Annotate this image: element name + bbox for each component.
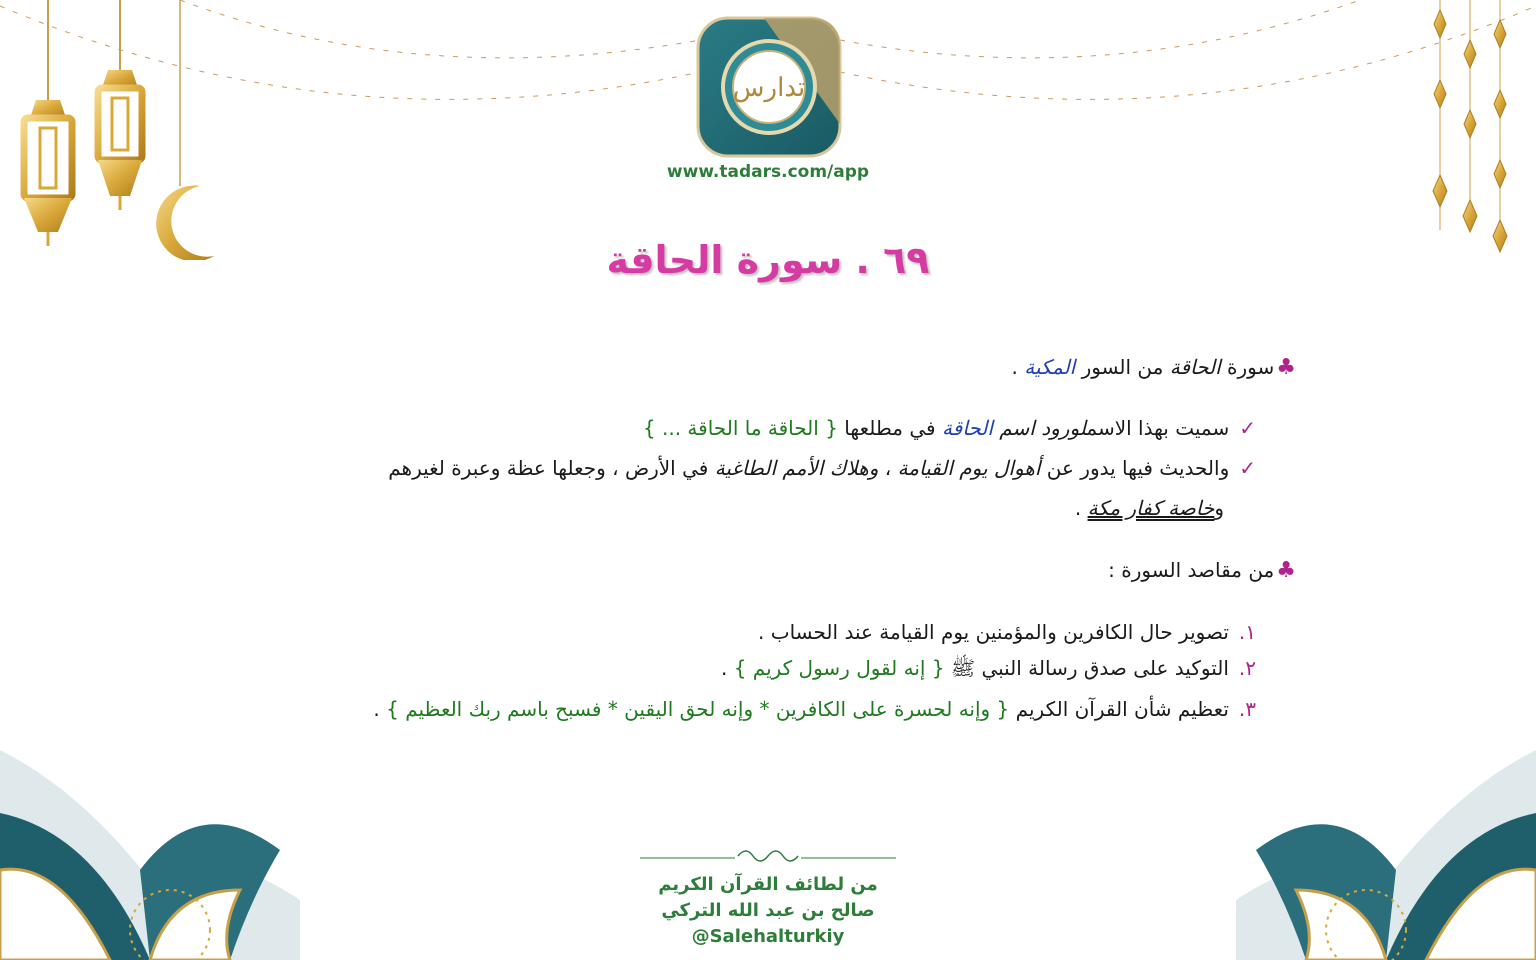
item-number: ٢. bbox=[1238, 656, 1256, 680]
text: . bbox=[720, 656, 734, 680]
text: سورة bbox=[1220, 355, 1275, 379]
tadars-logo bbox=[694, 14, 844, 160]
verse-quote: { وإنه لحسرة على الكافرين * وإنه لحق اليقين * فسبح باسم ربك العظيم } bbox=[386, 697, 1010, 721]
flower-ornament-icon bbox=[1236, 750, 1536, 960]
lantern-icon bbox=[24, 0, 72, 246]
list-item bbox=[373, 695, 1256, 723]
item-number: ٣. bbox=[1238, 697, 1256, 721]
verse-quote: { الحاقة ما الحاقة ... } bbox=[642, 416, 838, 440]
naming-line bbox=[643, 414, 1256, 442]
surah-name: الحاقة bbox=[1169, 355, 1221, 379]
text: سميت بهذا الاسم bbox=[1086, 416, 1230, 440]
site-url[interactable]: www.tadars.com/app bbox=[666, 162, 870, 182]
item-text: تصوير حال الكافرين والمؤمنين يوم القيامة عند الحساب . bbox=[758, 620, 1229, 644]
item-text: التوكيد على صدق رسالة النبي ﷺ bbox=[944, 656, 1229, 680]
text: لورود اسم bbox=[992, 416, 1087, 440]
surah-name: الحاقة bbox=[941, 416, 993, 440]
mecca-disbelievers: خاصة كفار مكة bbox=[1087, 496, 1215, 520]
item-number: ١. bbox=[1238, 620, 1256, 644]
objectives-heading bbox=[1108, 556, 1296, 585]
topic-line bbox=[388, 454, 1256, 482]
text: . bbox=[1074, 496, 1088, 520]
text: . bbox=[373, 697, 387, 721]
check-icon: ✓ bbox=[1239, 456, 1256, 480]
crescent-icon bbox=[156, 186, 214, 260]
intro-line bbox=[1012, 353, 1297, 382]
club-bullet-icon: ♣ bbox=[1276, 355, 1296, 380]
footer-line1: من لطائف القرآن الكريم bbox=[658, 874, 878, 895]
check-icon: ✓ bbox=[1239, 416, 1256, 440]
svg-text:تدارس: تدارس bbox=[732, 73, 806, 103]
text: و bbox=[1214, 496, 1224, 520]
topic-line-cont bbox=[1075, 494, 1224, 522]
text: من مقاصد السورة : bbox=[1108, 558, 1275, 582]
item-text: تعظيم شأن القرآن الكريم bbox=[1009, 697, 1229, 721]
text: أهوال يوم القيامة bbox=[897, 456, 1041, 480]
meccan-label: المكية bbox=[1024, 355, 1076, 379]
text: وهلاك الأمم الطاغية bbox=[714, 456, 879, 480]
text: من السور bbox=[1075, 355, 1170, 379]
list-item bbox=[758, 618, 1256, 646]
flower-ornament-icon bbox=[0, 750, 300, 960]
hanging-diamonds-icon bbox=[1433, 0, 1507, 252]
text: ، bbox=[878, 456, 898, 480]
text: في الأرض ، وجعلها عظة وعبرة لغيرهم bbox=[388, 456, 715, 480]
text: والحديث فيها يدور عن bbox=[1040, 456, 1230, 480]
verse-quote: { إنه لقول رسول كريم } bbox=[733, 656, 945, 680]
text: في مطلعها bbox=[837, 416, 942, 440]
page-title: ٦٩ . سورة الحاقة bbox=[606, 238, 930, 282]
list-item bbox=[721, 654, 1256, 682]
club-bullet-icon: ♣ bbox=[1276, 558, 1296, 583]
text: . bbox=[1011, 355, 1025, 379]
lantern-icon bbox=[98, 0, 142, 210]
footer bbox=[600, 850, 936, 950]
footer-author: صالح بن عبد الله التركي bbox=[661, 900, 875, 921]
footer-handle[interactable]: @Salehalturkiy bbox=[691, 926, 845, 947]
